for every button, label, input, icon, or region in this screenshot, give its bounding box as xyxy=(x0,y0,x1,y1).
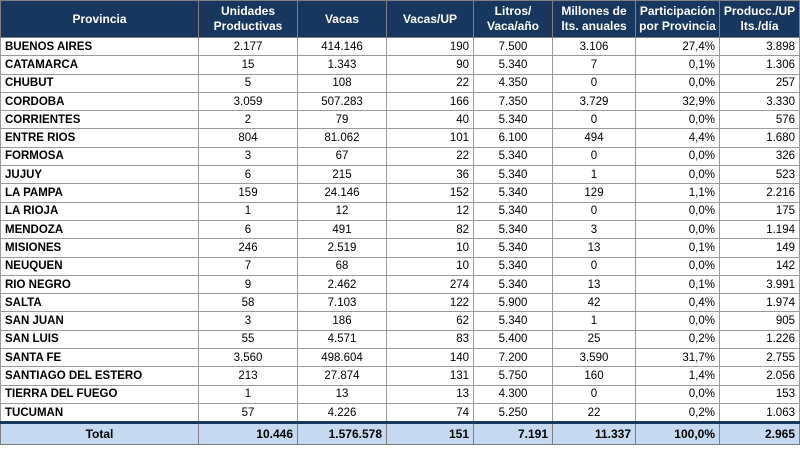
col-header-produccion-up: Producc./UP lts./día xyxy=(720,1,800,38)
table-row xyxy=(1,147,800,165)
table-cell: 5.340 xyxy=(474,111,553,129)
table-cell: 1 xyxy=(553,166,636,184)
total-cell: 11.337 xyxy=(553,423,636,445)
province-name-cell: CORRIENTES xyxy=(1,111,199,129)
province-name-cell: BUENOS AIRES xyxy=(1,38,199,56)
table-cell: 190 xyxy=(387,38,474,56)
table-cell: 6 xyxy=(199,166,298,184)
table-cell: 15 xyxy=(199,56,298,74)
total-cell: 100,0% xyxy=(636,423,720,445)
table-cell: 7.500 xyxy=(474,38,553,56)
table-cell: 5.340 xyxy=(474,56,553,74)
table-cell: 4.226 xyxy=(298,403,387,422)
table-cell: 3 xyxy=(199,147,298,165)
table-cell: 67 xyxy=(298,147,387,165)
table-cell: 24.146 xyxy=(298,184,387,202)
table-cell: 22 xyxy=(553,403,636,422)
province-name-cell: SALTA xyxy=(1,294,199,312)
table-cell: 12 xyxy=(298,202,387,220)
table-cell: 10 xyxy=(387,239,474,257)
table-cell: 27,4% xyxy=(636,38,720,56)
table-cell: 905 xyxy=(720,312,800,330)
table-cell: 0,0% xyxy=(636,74,720,92)
table-cell: 0,0% xyxy=(636,257,720,275)
table-cell: 12 xyxy=(387,202,474,220)
table-cell: 6.100 xyxy=(474,129,553,147)
table-row xyxy=(1,330,800,348)
table-cell: 0,4% xyxy=(636,294,720,312)
col-header-vacas-up: Vacas/UP xyxy=(387,1,474,38)
table-cell: 5.340 xyxy=(474,202,553,220)
province-name-cell: LA PAMPA xyxy=(1,184,199,202)
table-cell: 2.519 xyxy=(298,239,387,257)
table-row xyxy=(1,56,800,74)
col-header-litros-vaca-ano: Litros/ Vaca/año xyxy=(474,1,553,38)
table-cell: 131 xyxy=(387,367,474,385)
table-cell: 0,0% xyxy=(636,385,720,403)
table-cell: 40 xyxy=(387,111,474,129)
table-cell: 7.103 xyxy=(298,294,387,312)
col-header-unidades-productivas: Unidades Productivas xyxy=(199,1,298,38)
table-cell: 576 xyxy=(720,111,800,129)
table-cell: 0,0% xyxy=(636,312,720,330)
table-cell: 4.350 xyxy=(474,74,553,92)
table-cell: 215 xyxy=(298,166,387,184)
table-cell: 0,0% xyxy=(636,147,720,165)
table-cell: 1.194 xyxy=(720,220,800,238)
table-cell: 4,4% xyxy=(636,129,720,147)
table-cell: 3.106 xyxy=(553,38,636,56)
table-cell: 274 xyxy=(387,275,474,293)
table-cell: 2.462 xyxy=(298,275,387,293)
total-cell: 2.965 xyxy=(720,423,800,445)
table-row xyxy=(1,111,800,129)
province-name-cell: TIERRA DEL FUEGO xyxy=(1,385,199,403)
table-cell: 9 xyxy=(199,275,298,293)
table-cell: 5.250 xyxy=(474,403,553,422)
table-cell: 5.340 xyxy=(474,184,553,202)
table-cell: 1.306 xyxy=(720,56,800,74)
table-cell: 414.146 xyxy=(298,38,387,56)
province-name-cell: SANTA FE xyxy=(1,349,199,367)
table-cell: 3.059 xyxy=(199,92,298,110)
table-row xyxy=(1,349,800,367)
table-cell: 79 xyxy=(298,111,387,129)
table-cell: 507.283 xyxy=(298,92,387,110)
table-cell: 0 xyxy=(553,202,636,220)
total-cell: 151 xyxy=(387,423,474,445)
province-name-cell: FORMOSA xyxy=(1,147,199,165)
table-cell: 22 xyxy=(387,74,474,92)
table-cell: 1 xyxy=(199,202,298,220)
table-cell: 5.340 xyxy=(474,275,553,293)
table-cell: 5.340 xyxy=(474,312,553,330)
table-row xyxy=(1,257,800,275)
table-row xyxy=(1,275,800,293)
province-name-cell: CORDOBA xyxy=(1,92,199,110)
table-body xyxy=(1,38,800,423)
table-cell: 1.680 xyxy=(720,129,800,147)
table-cell: 6 xyxy=(199,220,298,238)
table-cell: 3.991 xyxy=(720,275,800,293)
table-row xyxy=(1,129,800,147)
table-cell: 36 xyxy=(387,166,474,184)
table-cell: 0,0% xyxy=(636,220,720,238)
province-name-cell: CATAMARCA xyxy=(1,56,199,74)
table-cell: 0,1% xyxy=(636,275,720,293)
col-header-participacion: Participación por Provincia xyxy=(636,1,720,38)
table-cell: 2.216 xyxy=(720,184,800,202)
province-name-cell: TUCUMAN xyxy=(1,403,199,422)
table-cell: 83 xyxy=(387,330,474,348)
table-cell: 5.340 xyxy=(474,147,553,165)
table-cell: 5 xyxy=(199,74,298,92)
table-cell: 4.300 xyxy=(474,385,553,403)
table-cell: 27.874 xyxy=(298,367,387,385)
table-cell: 0,1% xyxy=(636,239,720,257)
table-cell: 1,4% xyxy=(636,367,720,385)
table-cell: 5.400 xyxy=(474,330,553,348)
table-cell: 1 xyxy=(199,385,298,403)
table-row xyxy=(1,92,800,110)
table-cell: 82 xyxy=(387,220,474,238)
col-header-provincia: Provincia xyxy=(1,1,199,38)
total-row xyxy=(1,423,800,445)
table-cell: 1.226 xyxy=(720,330,800,348)
table-cell: 13 xyxy=(387,385,474,403)
province-name-cell: JUJUY xyxy=(1,166,199,184)
table-cell: 523 xyxy=(720,166,800,184)
table-cell: 0,0% xyxy=(636,111,720,129)
table-cell: 42 xyxy=(553,294,636,312)
table-cell: 5.340 xyxy=(474,166,553,184)
table-cell: 3.729 xyxy=(553,92,636,110)
table-cell: 3.590 xyxy=(553,349,636,367)
table-cell: 7.200 xyxy=(474,349,553,367)
table-cell: 1,1% xyxy=(636,184,720,202)
table-cell: 3 xyxy=(199,312,298,330)
table-cell: 55 xyxy=(199,330,298,348)
table-row xyxy=(1,202,800,220)
table-cell: 140 xyxy=(387,349,474,367)
table-cell: 257 xyxy=(720,74,800,92)
table-cell: 186 xyxy=(298,312,387,330)
table-cell: 5.750 xyxy=(474,367,553,385)
province-name-cell: SANTIAGO DEL ESTERO xyxy=(1,367,199,385)
province-name-cell: NEUQUEN xyxy=(1,257,199,275)
table-row xyxy=(1,367,800,385)
total-cell: 1.576.578 xyxy=(298,423,387,445)
table-cell: 81.062 xyxy=(298,129,387,147)
table-cell: 5.340 xyxy=(474,239,553,257)
table-cell: 142 xyxy=(720,257,800,275)
table-cell: 58 xyxy=(199,294,298,312)
table-cell: 3.330 xyxy=(720,92,800,110)
table-cell: 7 xyxy=(199,257,298,275)
table-cell: 160 xyxy=(553,367,636,385)
table-cell: 68 xyxy=(298,257,387,275)
header-row xyxy=(1,1,800,38)
table-row xyxy=(1,38,800,56)
table-cell: 0,0% xyxy=(636,166,720,184)
table-cell: 5.340 xyxy=(474,220,553,238)
province-name-cell: SAN JUAN xyxy=(1,312,199,330)
table-row xyxy=(1,294,800,312)
table-cell: 3.898 xyxy=(720,38,800,56)
table-cell: 90 xyxy=(387,56,474,74)
table-cell: 149 xyxy=(720,239,800,257)
col-header-vacas: Vacas xyxy=(298,1,387,38)
province-name-cell: RIO NEGRO xyxy=(1,275,199,293)
table-cell: 74 xyxy=(387,403,474,422)
table-cell: 326 xyxy=(720,147,800,165)
table-cell: 0,1% xyxy=(636,56,720,74)
table-cell: 5.340 xyxy=(474,257,553,275)
table-cell: 0 xyxy=(553,111,636,129)
table-cell: 0,2% xyxy=(636,403,720,422)
table-cell: 129 xyxy=(553,184,636,202)
table-cell: 7.350 xyxy=(474,92,553,110)
table-cell: 1 xyxy=(553,312,636,330)
table-cell: 13 xyxy=(298,385,387,403)
table-cell: 10 xyxy=(387,257,474,275)
province-name-cell: LA RIOJA xyxy=(1,202,199,220)
province-name-cell: CHUBUT xyxy=(1,74,199,92)
table-cell: 32,9% xyxy=(636,92,720,110)
table-cell: 31,7% xyxy=(636,349,720,367)
table-cell: 0,2% xyxy=(636,330,720,348)
province-name-cell: MENDOZA xyxy=(1,220,199,238)
table-cell: 25 xyxy=(553,330,636,348)
table-cell: 153 xyxy=(720,385,800,403)
table-cell: 108 xyxy=(298,74,387,92)
table-cell: 5.900 xyxy=(474,294,553,312)
table-cell: 57 xyxy=(199,403,298,422)
table-cell: 0 xyxy=(553,257,636,275)
table-cell: 2.755 xyxy=(720,349,800,367)
table-cell: 491 xyxy=(298,220,387,238)
table-cell: 0 xyxy=(553,74,636,92)
province-name-cell: MISIONES xyxy=(1,239,199,257)
table-cell: 22 xyxy=(387,147,474,165)
table-cell: 2.177 xyxy=(199,38,298,56)
table-cell: 498.604 xyxy=(298,349,387,367)
table-cell: 2.056 xyxy=(720,367,800,385)
table-row xyxy=(1,239,800,257)
table-cell: 246 xyxy=(199,239,298,257)
table-cell: 0 xyxy=(553,385,636,403)
table-row xyxy=(1,166,800,184)
table-row xyxy=(1,220,800,238)
province-name-cell: SAN LUIS xyxy=(1,330,199,348)
table-cell: 166 xyxy=(387,92,474,110)
table-cell: 3 xyxy=(553,220,636,238)
table-cell: 0 xyxy=(553,147,636,165)
table-cell: 1.974 xyxy=(720,294,800,312)
table-row xyxy=(1,184,800,202)
table-cell: 13 xyxy=(553,239,636,257)
col-header-millones-lts: Millones de lts. anuales xyxy=(553,1,636,38)
total-label: Total xyxy=(1,423,199,445)
total-cell: 10.446 xyxy=(199,423,298,445)
table-cell: 1.343 xyxy=(298,56,387,74)
table-cell: 494 xyxy=(553,129,636,147)
table-cell: 0,0% xyxy=(636,202,720,220)
table-row xyxy=(1,312,800,330)
table-cell: 159 xyxy=(199,184,298,202)
table-cell: 4.571 xyxy=(298,330,387,348)
table-cell: 152 xyxy=(387,184,474,202)
province-name-cell: ENTRE RIOS xyxy=(1,129,199,147)
table-cell: 804 xyxy=(199,129,298,147)
table-cell: 213 xyxy=(199,367,298,385)
table-cell: 101 xyxy=(387,129,474,147)
table-cell: 62 xyxy=(387,312,474,330)
table-cell: 13 xyxy=(553,275,636,293)
table-cell: 122 xyxy=(387,294,474,312)
table-cell: 175 xyxy=(720,202,800,220)
total-cell: 7.191 xyxy=(474,423,553,445)
table-cell: 2 xyxy=(199,111,298,129)
table-row xyxy=(1,74,800,92)
table-cell: 7 xyxy=(553,56,636,74)
table-cell: 3.560 xyxy=(199,349,298,367)
table-cell: 1.063 xyxy=(720,403,800,422)
table-row xyxy=(1,403,800,422)
table-row xyxy=(1,385,800,403)
